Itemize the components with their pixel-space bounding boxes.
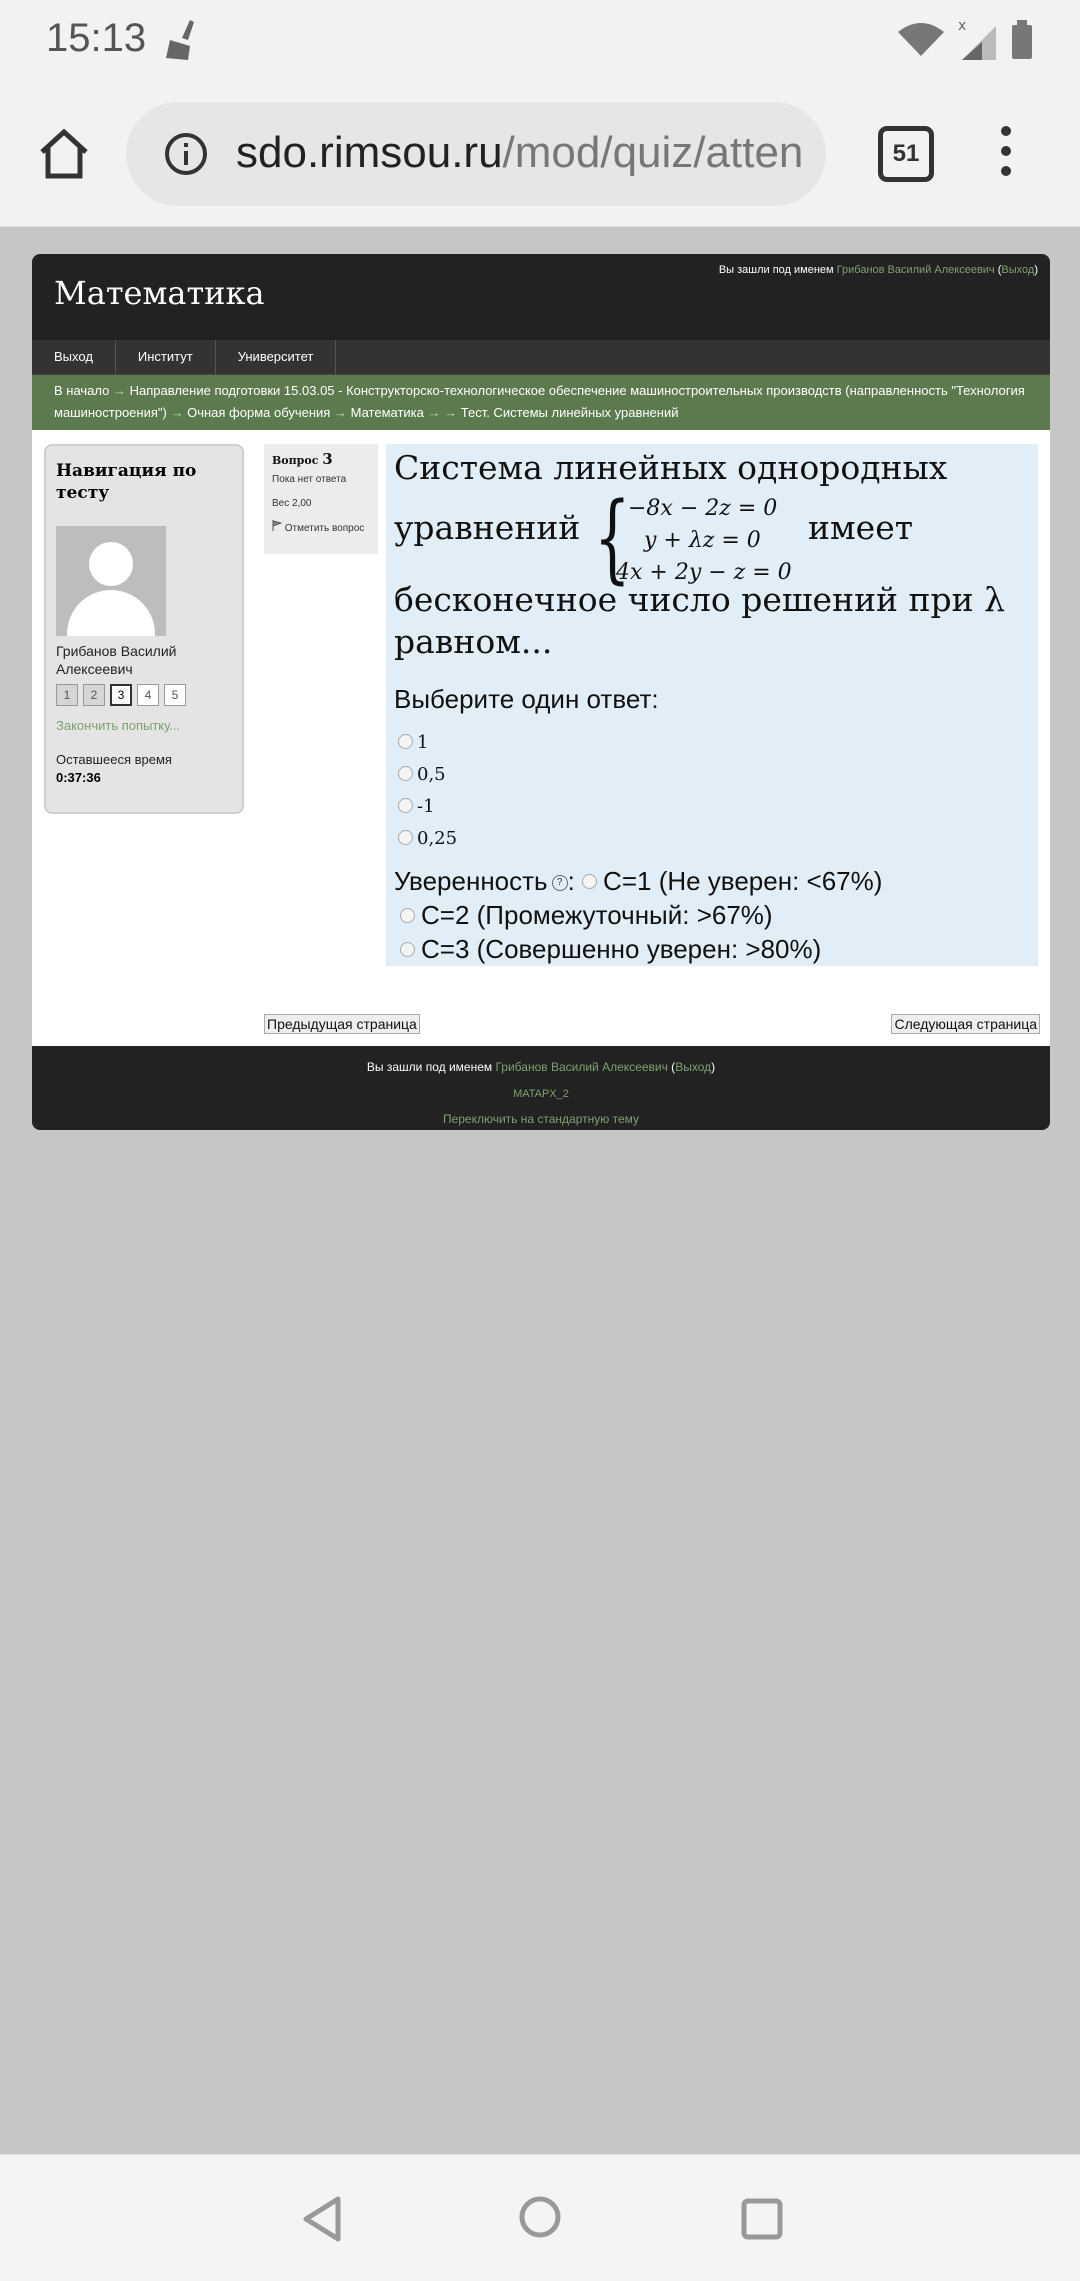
info-icon[interactable] [164,132,208,176]
answer-option-3[interactable] [398,796,435,817]
status-bar [0,0,1080,82]
url-host: sdo.rimsou.ru [236,128,503,177]
question-line-3: бесконечное число решений при λ [394,580,1006,619]
confidence-label: Уверенность [394,866,548,896]
equation-2: y + λz = 0 [644,528,761,553]
avatar [56,526,166,636]
broom-icon [160,18,200,62]
browser-menu-icon[interactable] [996,126,1016,186]
flag-question-button[interactable] [272,520,364,535]
time-left-value: 0:37:36 [56,770,101,785]
browser-toolbar [0,82,1080,227]
url-bar[interactable] [126,102,826,206]
user-profile-link[interactable]: Грибанов Василий Алексеевич [836,264,995,276]
footer-theme-name[interactable]: MATAPX_2 [513,1088,569,1100]
quiz-navigation-block [44,444,244,814]
question-buttons [56,684,191,706]
site-title: Математика [54,274,265,312]
confidence-option-3[interactable]: C=3 (Совершенно уверен: >80%) [421,934,822,964]
tab-switcher-button[interactable]: 51 [878,126,934,182]
confidence-row-2 [400,900,773,931]
equation-3: 4x + 2y − z = 0 [616,560,792,585]
question-button-2[interactable]: 2 [83,684,105,706]
breadcrumb-form[interactable]: Очная форма обучения [187,405,331,420]
question-line-4: равном... [394,622,553,661]
question-number [272,450,333,468]
radio-option-4[interactable] [398,830,413,845]
question-content [386,444,1038,966]
signal-icon [958,20,998,62]
footer-login-prefix: Вы зашли под именем [366,1060,493,1074]
equation-1: −8x − 2z = 0 [628,496,778,521]
question-label: Вопрос [272,454,319,467]
confidence-row-1: Уверенность ? : C=1 (Не уверен: <67%) [394,866,883,896]
radio-confidence-2[interactable] [400,908,415,923]
nav-item-university[interactable]: Университет [216,340,337,374]
quiz-nav-title: Навигация по тесту [56,461,197,503]
url-text [236,128,803,178]
home-icon[interactable] [36,126,92,182]
web-page [32,254,1050,1130]
question-button-1[interactable]: 1 [56,684,78,706]
flag-question-label: Отметить вопрос [284,523,365,534]
answer-option-2-label: 0,5 [417,764,446,785]
breadcrumb-direction[interactable]: Направление подготовки 15.03.05 - Конструкторско-технологическое обеспечение машиностроительных производств (направленность "Технология машиностроения") [54,383,1025,420]
breadcrumb-course[interactable]: Математика [350,405,424,420]
answer-prompt: Выберите один ответ: [394,684,659,714]
question-button-3[interactable]: 3 [110,684,132,706]
next-page-button[interactable]: Следующая страница [891,1014,1040,1034]
battery-icon [1010,20,1034,60]
main-nav [32,340,1050,375]
equation-system [594,482,794,594]
svg-text:x: x [958,20,967,34]
breadcrumb: В начало → Направление подготовки 15.03.05 - Конструкторско-технологическое обеспечение машиностроительных производств (направленность "Технология машиностроения") → Очная форма обучения → Математика → → Тест. Системы линейных уравнений [32,375,1050,430]
question-number-value: 3 [322,450,333,468]
wifi-icon [896,22,946,58]
answer-option-4-label: 0,25 [417,828,458,849]
question-button-4[interactable]: 4 [137,684,159,706]
system-navigation-bar [0,2154,1080,2281]
question-state: Пока нет ответа [272,474,347,485]
answer-option-4[interactable] [398,828,457,849]
answer-option-2[interactable] [398,764,446,785]
radio-option-3[interactable] [398,798,413,813]
breadcrumb-home[interactable]: В начало [54,383,110,398]
home-circle-icon[interactable] [518,2193,562,2241]
quiz-nav-username: Грибанов Василий Алексеевич [56,643,177,677]
site-header [32,254,1050,340]
radio-confidence-3[interactable] [400,942,415,957]
time-left-label: Оставшееся время [56,752,172,767]
radio-option-2[interactable] [398,766,413,781]
switch-theme-link[interactable]: Переключить на стандартную тему [442,1112,640,1126]
question-line-2-end: имеет [808,508,913,547]
back-icon[interactable] [300,2195,344,2243]
answer-option-1-label: 1 [417,732,429,753]
question-line-2-start: уравнений [394,508,581,547]
footer-logout-link[interactable]: Выход [675,1060,712,1074]
url-path: /mod/quiz/atten [502,128,804,177]
recent-apps-icon[interactable] [740,2195,784,2243]
system-brace: { [594,482,631,594]
help-icon[interactable]: ? [552,875,568,891]
confidence-option-2[interactable]: C=2 (Промежуточный: >67%) [421,900,773,930]
login-info: Вы зашли под именем Грибанов Василий Алексеевич (Выход) [718,264,1038,276]
radio-option-1[interactable] [398,734,413,749]
login-prefix: Вы зашли под именем [718,264,834,276]
footer-user-link[interactable]: Грибанов Василий Алексеевич [495,1060,668,1074]
confidence-option-1[interactable]: C=1 (Не уверен: <67%) [603,866,883,896]
footer-login-info: Вы зашли под именем Грибанов Василий Алексеевич (Выход) [366,1060,716,1074]
previous-page-button[interactable]: Предыдущая страница [264,1014,420,1034]
user-silhouette-icon [56,526,166,636]
question-info [264,444,378,554]
answer-option-3-label: -1 [417,796,435,817]
question-line-1: Система линейных однородных [394,448,948,487]
answer-option-1[interactable] [398,732,428,753]
finish-attempt-link[interactable]: Закончить попытку... [56,718,181,733]
status-time: 15:13 [46,16,147,60]
question-button-5[interactable]: 5 [164,684,186,706]
question-grade: Вес 2,00 [272,498,312,509]
confidence-row-3 [400,934,821,965]
nav-item-logout[interactable]: Выход [32,340,116,374]
radio-confidence-1[interactable] [582,874,597,889]
nav-item-institute[interactable]: Институт [116,340,216,374]
site-footer [32,1046,1050,1130]
breadcrumb-quiz[interactable]: Тест. Системы линейных уравнений [460,405,679,420]
flag-icon [272,520,282,531]
logout-link[interactable]: Выход [1001,264,1035,276]
